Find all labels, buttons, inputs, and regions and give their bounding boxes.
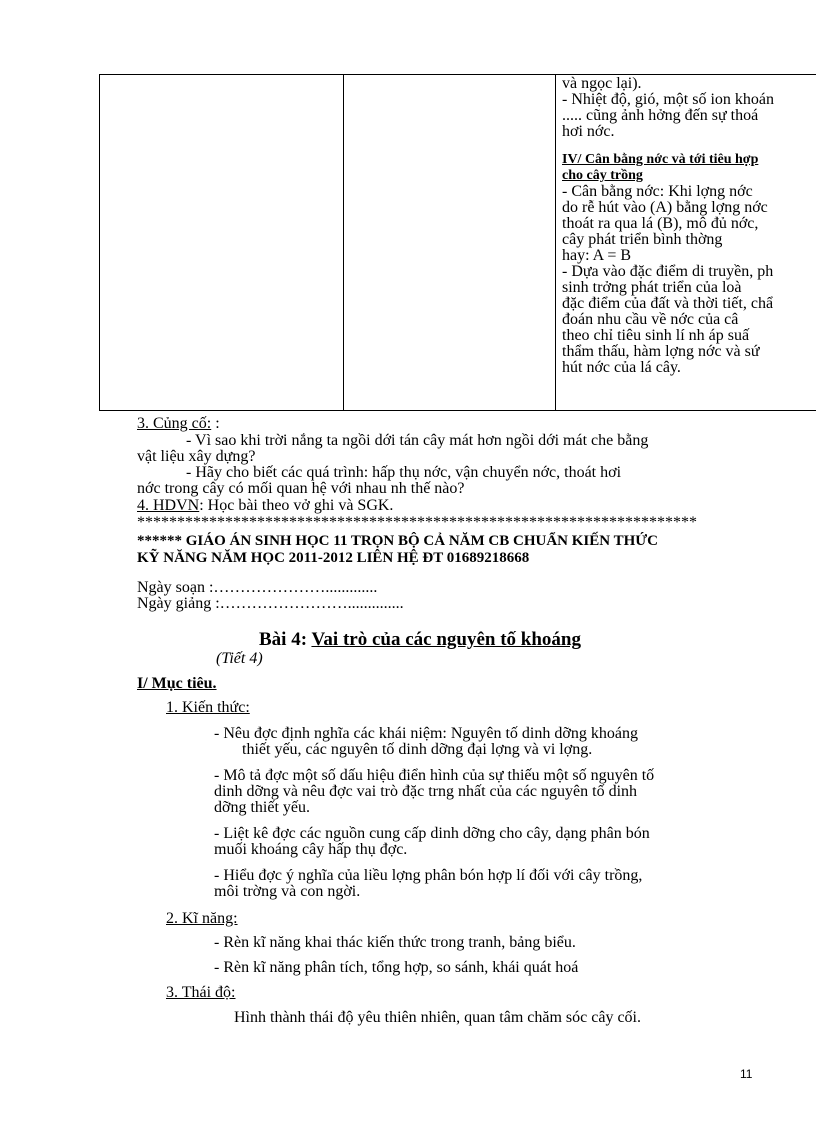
date-taught: Ngày giảng :…………………….............. (137, 595, 404, 612)
homework-text: : Học bài theo vở ghi và SGK. (199, 497, 394, 514)
cell-section-heading: IV/ Cân bằng nớc và tới tiêu hợp (562, 152, 759, 167)
skills-item-1: - Rèn kĩ năng khai thác kiến thức trong tranh, bảng biểu. (214, 934, 576, 951)
knowledge-item-3-line-1: - Liệt kê đợc các nguồn cung cấp dinh dỡng cho cây, dạng phân bón (214, 825, 650, 842)
cell-line: - Cân bằng nớc: Khi lợng nớc (562, 183, 753, 200)
knowledge-item-2 (214, 768, 759, 816)
cell-line: đặc điểm của đất và thời tiết, chẩ (562, 295, 774, 312)
cell-line: - Nhiệt độ, gió, một số ion khoán (562, 91, 774, 108)
cell-line: ..... cũng ảnh hởng đến sự thoá (562, 107, 759, 124)
question-1-line-2: vật liệu xây dựng? (137, 448, 256, 465)
cell-line: hơi nớc. (562, 123, 615, 140)
knowledge-heading: 1. Kiến thức: (166, 699, 250, 716)
attitude-text: Hình thành thái độ yêu thiên nhiên, quan tâm chăm sóc cây cối. (234, 1009, 641, 1026)
consolidation-heading (137, 416, 220, 432)
cell-line: đoán nhu cầu về nớc của câ (562, 311, 739, 328)
knowledge-item-4 (214, 868, 759, 900)
page-number: 11 (740, 1067, 753, 1081)
table-col-border-1 (99, 74, 100, 411)
consolidation-heading-label: 3. Củng cố: (137, 415, 212, 432)
homework-label: 4. HDVN (137, 497, 200, 514)
cell-line: thẩm thấu, hàm lợng nớc và sứ (562, 343, 760, 360)
cell-line: thoát ra qua lá (B), mô đủ nớc, (562, 215, 759, 232)
table-col-border-3 (555, 74, 556, 411)
cell-line: do rễ hút vào (A) bằng lợng nớc (562, 199, 768, 216)
cell-line: hút nớc của lá cây. (562, 359, 681, 376)
cell-line: sinh trởng phát triển của loà (562, 279, 742, 296)
question-2-line-1: - Hãy cho biết các quá trình: hấp thụ nớc, vận chuyển nớc, thoát hơi (186, 464, 622, 481)
cell-line: theo chỉ tiêu sinh lí nh áp suấ (562, 327, 750, 344)
knowledge-item-1 (214, 726, 759, 758)
cell-spacer (562, 140, 816, 152)
knowledge-item-4-line-2: môi trờng và con ngời. (214, 883, 361, 900)
cell-line: hay: A = B (562, 247, 632, 264)
objectives-heading: I/ Mục tiêu. (137, 675, 217, 692)
promo-line-2: KỸ NĂNG NĂM HỌC 2011-2012 LIÊN HỆ ĐT 01689218668 (137, 550, 530, 566)
cell-line: cây phát triển bình thờng (562, 231, 723, 248)
cell-line: - Dựa vào đặc điểm di truyền, ph (562, 263, 774, 280)
knowledge-item-1-line-1: - Nêu đợc định nghĩa các khái niệm: Nguyên tố dinh dỡng khoáng (214, 725, 638, 742)
cell-line: và ngọc lại). (562, 76, 642, 92)
table-bottom-border (99, 410, 816, 411)
lesson-prefix: Bài 4: (259, 629, 312, 650)
knowledge-item-4-line-1: - Hiểu đợc ý nghĩa của liều lợng phân bón hợp lí đối với cây trồng, (214, 867, 643, 884)
question-2-line-2: nớc trong cây có mối quan hệ với nhau nh thế nào? (137, 480, 465, 497)
lesson-title (259, 630, 581, 650)
consolidation-heading-suffix: : (211, 415, 220, 432)
question-1-line-1: - Vì sao khi trời nắng ta ngồi dới tán cây mát hơn ngồi dới mát che bằng (186, 432, 649, 449)
lesson-period: (Tiết 4) (216, 650, 263, 667)
skills-heading: 2. Kĩ năng: (166, 910, 238, 927)
table-col-border-2 (343, 74, 344, 411)
lesson-name: Vai trò của các nguyên tố khoáng (311, 629, 581, 650)
date-prepared: Ngày soạn :…………………............. (137, 579, 378, 596)
star-separator: ********************************************************************** (137, 514, 697, 531)
homework-line (137, 498, 393, 514)
promo-line-1: ****** GIÁO ÁN SINH HỌC 11 TRỌN BỘ CẢ NĂM CB CHUẨN KIẾN THỨC (137, 533, 659, 549)
knowledge-item-3 (214, 826, 759, 858)
skills-item-2: - Rèn kĩ năng phân tích, tổng hợp, so sánh, khái quát hoá (214, 959, 579, 976)
table-cell-content (562, 76, 816, 376)
knowledge-item-1-line-2: thiết yếu, các nguyên tố dinh dỡng đại lợng và vi lợng. (242, 741, 593, 758)
knowledge-item-2-line-1: - Mô tả đợc một số dấu hiệu điển hình của sự thiếu một số nguyên tố (214, 767, 655, 784)
table-top-border (99, 74, 816, 75)
attitude-heading: 3. Thái độ: (166, 984, 236, 1001)
cell-section-heading: cho cây trồng (562, 168, 643, 183)
knowledge-item-2-line-3: dỡng thiết yếu. (214, 799, 310, 816)
knowledge-item-3-line-2: muối khoáng cây hấp thụ đợc. (214, 841, 408, 858)
knowledge-item-2-line-2: dinh dỡng và nêu đợc vai trò đặc trng nhất của các nguyên tố dinh (214, 783, 638, 800)
